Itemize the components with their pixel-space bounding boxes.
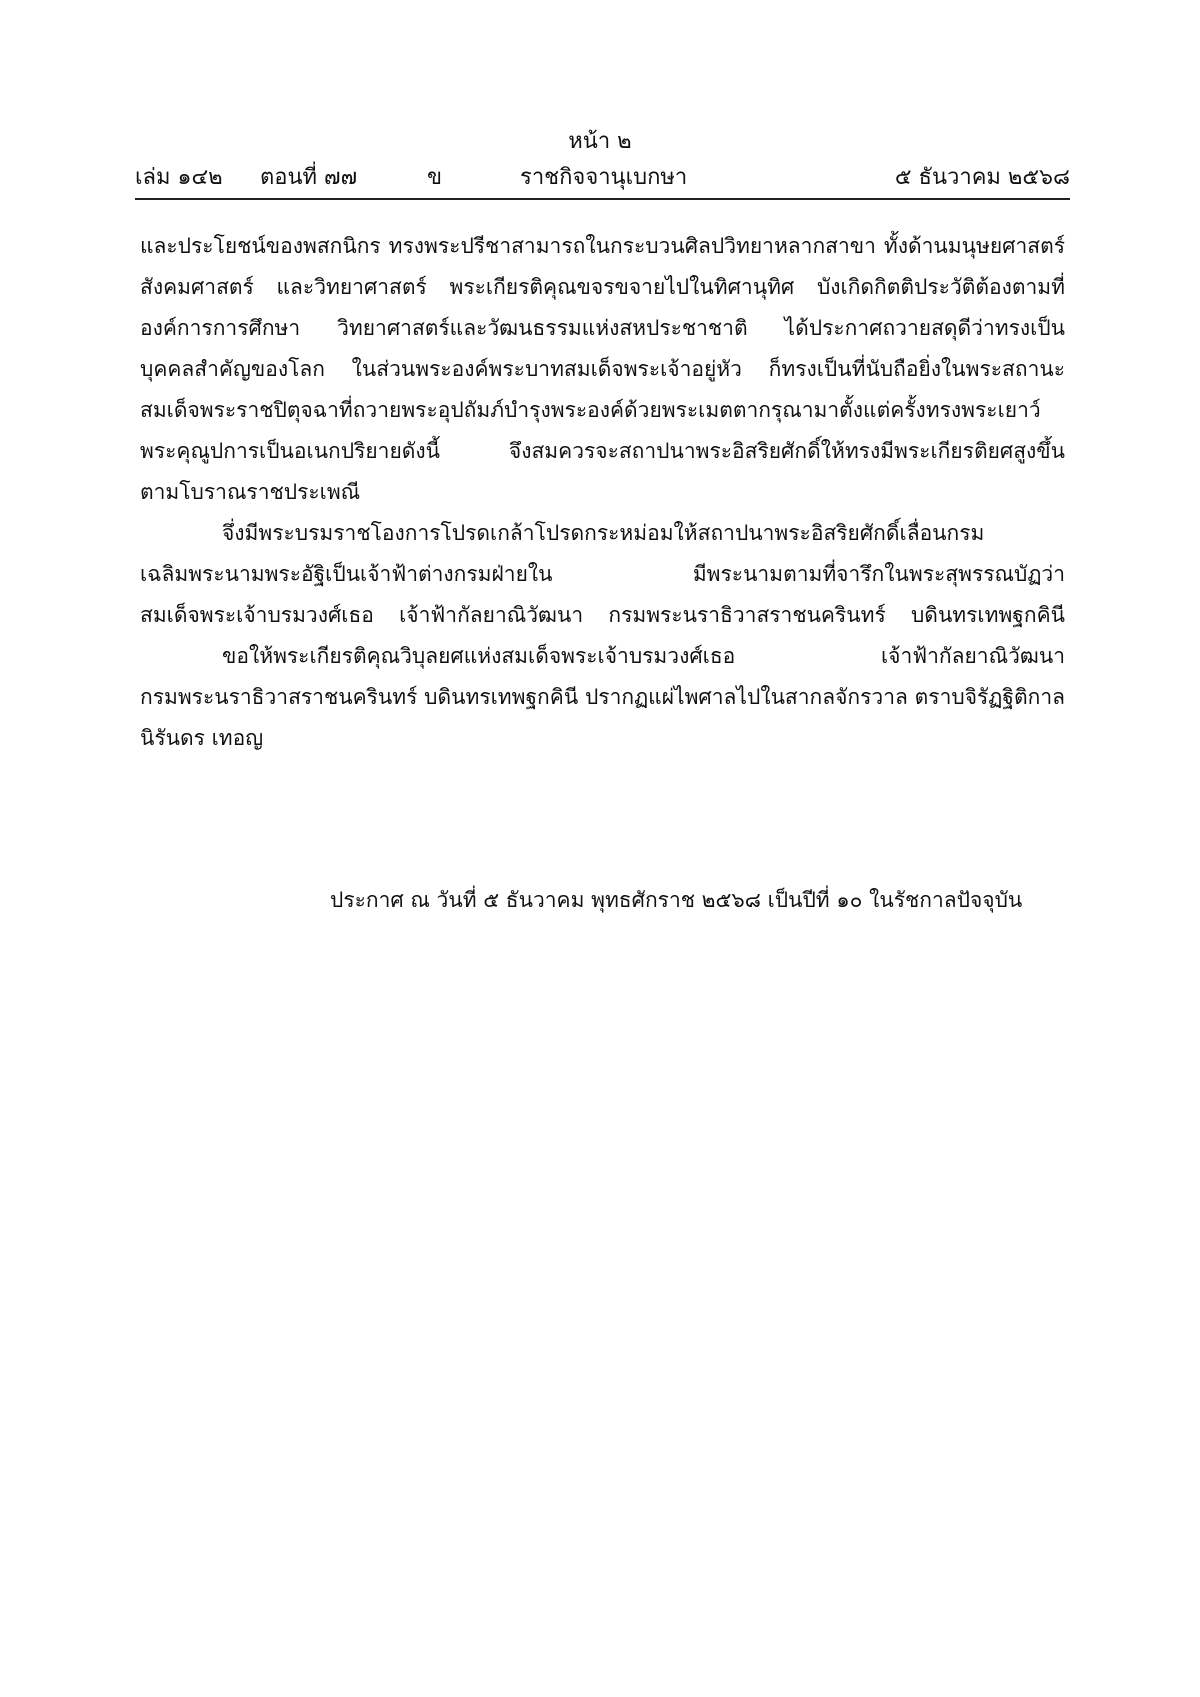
body-line: และประโยชน์ของพสกนิกร ทรงพระปรีชาสามารถในกระบวนศิลปวิทยาหลากสาขา ทั้งด้านมนุษยศาสตร์ [140, 234, 1065, 258]
body-line: จึ่งมีพระบรมราชโองการโปรดเกล้าโปรดกระหม่อมให้สถาปนาพระอิสริยศักดิ์เลื่อนกรม [222, 521, 985, 545]
gazette-name: ราชกิจจานุเบกษา [520, 165, 688, 190]
body-line: องค์การการศึกษา วิทยาศาสตร์และวัฒนธรรมแห่งสหประชาชาติ ได้ประกาศถวายสดุดีว่าทรงเป็น [140, 316, 1065, 340]
body-line: สมเด็จพระราชปิตุจฉาที่ถวายพระอุปถัมภ์บำรุงพระองค์ด้วยพระเมตตากรุณามาตั้งแต่ครั้งทรงพระเยาว์ [140, 398, 1041, 422]
volume-label: เล่ม ๑๔๒ [135, 165, 223, 190]
body-line: นิรันดร เทอญ [140, 726, 264, 750]
issue-date: ๕ ธันวาคม ๒๕๖๘ [894, 165, 1070, 190]
section-label: ข [427, 165, 443, 190]
gazette-header [135, 162, 1070, 200]
announcement-body [140, 226, 1065, 759]
body-line: สมเด็จพระเจ้าบรมวงศ์เธอ เจ้าฟ้ากัลยาณิวัฒนา กรมพระนราธิวาสราชนครินทร์ บดินทรเทพฐกคินี [140, 603, 1065, 627]
body-line: ตามโบราณราชประเพณี [140, 480, 361, 504]
body-line: บุคคลสำคัญของโลก ในส่วนพระองค์พระบาทสมเด็จพระเจ้าอยู่หัว ก็ทรงเป็นที่นับถือยิ่งในพระสถานะ [140, 357, 1065, 381]
body-line: ขอให้พระเกียรติคุณวิบุลยศแห่งสมเด็จพระเจ้าบรมวงศ์เธอ เจ้าฟ้ากัลยาณิวัฒนา [222, 644, 1065, 668]
body-line: เฉลิมพระนามพระอัฐิเป็นเจ้าฟ้าต่างกรมฝ่ายใน มีพระนามตามที่จารึกในพระสุพรรณบัฏว่า [140, 562, 1065, 586]
body-line: กรมพระนราธิวาสราชนครินทร์ บดินทรเทพฐกคินี ปรากฏแผ่ไพศาลไปในสากลจักรวาล ตราบจิรัฏฐิติกาล [140, 685, 1065, 709]
proclamation-date: ประกาศ ณ วันที่ ๕ ธันวาคม พุทธศักราช ๒๕๖๘ เป็นปีที่ ๑๐ ในรัชกาลปัจจุบัน [330, 888, 1023, 912]
body-line: สังคมศาสตร์ และวิทยาศาสตร์ พระเกียรติคุณขจรขจายไปในทิศานุทิศ บังเกิดกิตติประวัติต้องตามที่ [140, 275, 1065, 299]
body-line: พระคุณูปการเป็นอเนกปริยายดังนี้ จึงสมควรจะสถาปนาพระอิสริยศักดิ์ให้ทรงมีพระเกียรติยศสูงขึ้น [140, 439, 1065, 463]
page-number: หน้า ๒ [568, 129, 632, 154]
issue-label: ตอนที่ ๗๗ [260, 165, 358, 190]
